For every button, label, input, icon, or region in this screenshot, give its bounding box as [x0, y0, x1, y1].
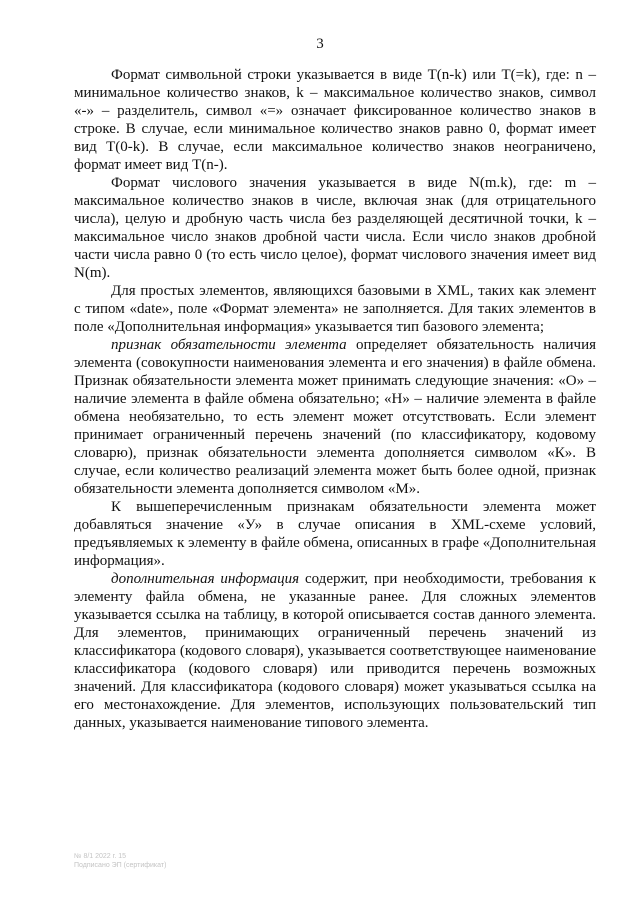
footer-stamp: [74, 852, 166, 870]
paragraph-string-format: [74, 66, 596, 174]
footer-stamp-line: № 8/1 2022 г. 15: [74, 853, 127, 860]
paragraph-text: Формат символьной строки указывается в виде T(n-k) или T(=k), где: n – минимальное количество знаков, k – максимальное количество знаков, символ «-» – разделитель, символ «=» означает фиксированное количество знаков в строке. В случае, если минимальное количество знаков равно 0, формат имеет вид T(0-k). В случае, если максимальное количество знаков неограничено, формат имеет вид T(n-).: [74, 67, 596, 173]
paragraph-mandatory-flag: [74, 336, 596, 498]
paragraph-text: Для простых элементов, являющихся базовыми в XML, таких как элемент с типом «date», поле «Формат элемента» не заполняется. Для таких элементов в поле «Дополнительная информация» указывается тип базового элемента;: [74, 283, 596, 335]
page-number: 3: [316, 36, 324, 52]
paragraph-text: определяет обязательность наличия элемента (совокупности наименования элемента и его значения) в файле обмена. Признак обязательности элемента может принимать следующие значения: «О» – наличие элемента в файле обмена обязательно; «Н» – наличие элемента в файле обмена необязательно, то есть элемент может отсутствовать. Если элемент принимает ограниченный перечень значений (по классификатору, кодовому словарю), признак обязательности элемента дополняется символом «К». В случае, если количество реализаций элемента может быть более одной, признак обязательности элемента дополняется символом «М».: [74, 337, 596, 497]
term-italic: признак обязательности элемента: [111, 337, 347, 353]
paragraph-number-format: [74, 174, 596, 282]
paragraph-text: содержит, при необходимости, требования к элементу файла обмена, не указанные ранее. Для сложных элементов указывается ссылка на таблицу, в которой описывается состав данного элемента. Для элементов, принимающих ограниченный перечень значений из классификатора (кодового словаря), указывается соответствующее наименование классификатора (кодового словаря) или приводится перечень возможных значений. Для классификатора (кодового словаря) может указываться ссылка на его местонахождение. Для элементов, использующих пользовательский тип данных, указывается наименование типового элемента.: [74, 571, 596, 731]
paragraph-condition-flag: [74, 498, 596, 570]
footer-stamp-line: Подписано ЭП (сертификат): [74, 862, 167, 869]
term-italic: дополнительная информация: [111, 571, 300, 587]
paragraph-additional-info: [74, 570, 596, 732]
paragraph-text: Формат числового значения указывается в виде N(m.k), где: m – максимальное количество знаков в числе, включая знак (для отрицательного числа), целую и дробную часть числа без разделяющей десятичной точки, k – максимальное число знаков дробной части числа. Если число знаков дробной части числа равно 0 (то есть число целое), формат числового значения имеет вид N(m).: [74, 175, 596, 281]
body-text: [74, 66, 596, 732]
paragraph-text: К вышеперечисленным признакам обязательности элемента может добавляться значение «У» в случае описания в XML-схеме условий, предъявляемых к элементу в файле обмена, описанных в графе «Дополнительная информация».: [74, 499, 596, 569]
paragraph-simple-elements: [74, 282, 596, 336]
